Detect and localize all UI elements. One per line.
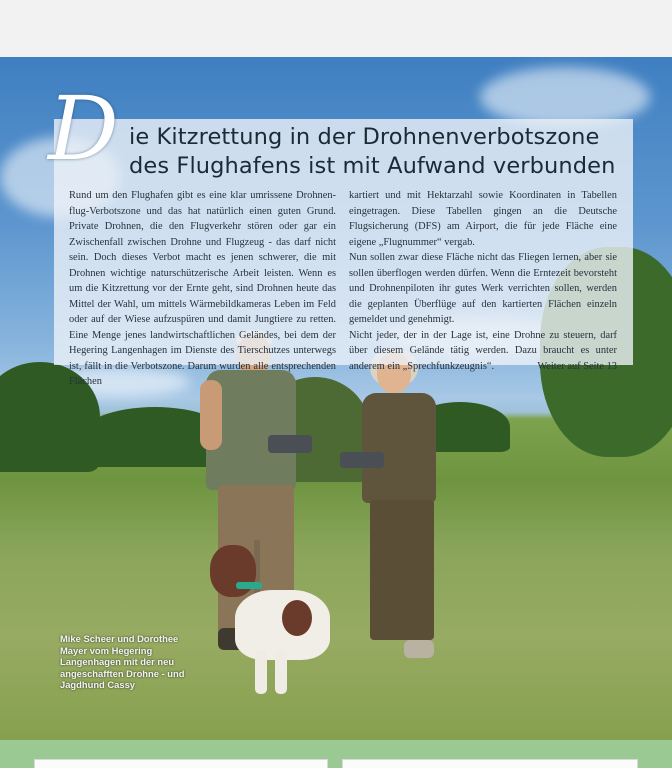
drone-held-by-woman	[340, 452, 384, 468]
next-section-card-left	[34, 759, 328, 768]
dog-head	[210, 545, 256, 597]
headline-line-1: ie Kitzrettung in der Drohnenverbotszone	[129, 124, 600, 150]
drone-held-by-man	[268, 435, 312, 453]
article-column-right	[349, 188, 617, 374]
dog-brown-patch	[282, 600, 312, 636]
dog-leg	[275, 650, 287, 694]
woman-shirt	[362, 393, 436, 503]
left-column-paragraph: Rund um den Flughafen gibt es eine klar umrissene Drohnen-flug-Verbotszone und das hat natürlich einen guten Grund. Private Drohnen, die den Flugverkehr stören oder gar ein Zwischenfall zwischen Drohne und Flugzeug - das darf nicht sein. Doch dieses Verbot macht es jenen schwerer, die mit Drohnen wichtige naturschützerische Arbeit leisten. Wenn es um die Kitzrettung vor der Ernte geht, sind Drohnen heute das Mittel der Wahl, um mittels Wärmebildkameras Leben im Feld oder auf der Wiese aufzuspüren und damit Jungtiere zu retten. Eine Menge jenes landwirtschaftlichen Geländes, bei dem der Hegering Langenhagen im Dienste des Tierschutzes unterwegs ist, fällt in die Verbotszone. Darum wurden alle entsprechenden Flächen	[69, 190, 336, 387]
cloud	[480, 67, 650, 127]
continued-on-page-note: Weiter auf Seite 13	[537, 360, 617, 372]
right-column-paragraph-1: kartiert und mit Hektarzahl sowie Koordinaten in Tabellen eingetragen. Diese Tabellen gingen an die Deutsche Flugsicherung (DFS) am Airport, die für jede Fläche eine eigene „Flugnummer“ vergab.	[349, 190, 617, 248]
page-top-margin	[0, 0, 672, 57]
article-headline	[129, 123, 634, 181]
photo-caption: Mike Scheer und Dorothee Mayer vom Hegering Langenhagen mit der neu angeschafften Drohne - und Jagdhund Cassy	[60, 633, 185, 691]
dog-collar	[236, 582, 262, 589]
woman-boot	[404, 640, 434, 658]
right-column-paragraph-3: Nicht jeder, der in der Lage ist, eine Drohne zu steuern, darf über diesem Gelände tätig werden. Dazu braucht es unter anderem ein „Sprechfunkzeugnis“.	[349, 329, 617, 372]
headline-dropcap: D	[48, 77, 119, 180]
next-section-card-right	[342, 759, 638, 768]
woman-trousers	[370, 500, 434, 640]
headline-line-2: des Flughafens ist mit Aufwand verbunden	[129, 153, 616, 179]
article-column-left	[69, 188, 336, 390]
right-column-paragraph-2: Nun sollen zwar diese Fläche nicht das Fliegen lernen, aber sie sollen überflogen werden dürfen. Wenn die Erntezeit bevorsteht und Drohnenpiloten ihr gutes Werk verrichten sollen, werden die geplanten Überflüge auf den kartierten Flächen einzeln gemeldet und genehmigt.	[349, 252, 617, 325]
man-arm	[200, 380, 222, 450]
dog-leg	[255, 650, 267, 694]
